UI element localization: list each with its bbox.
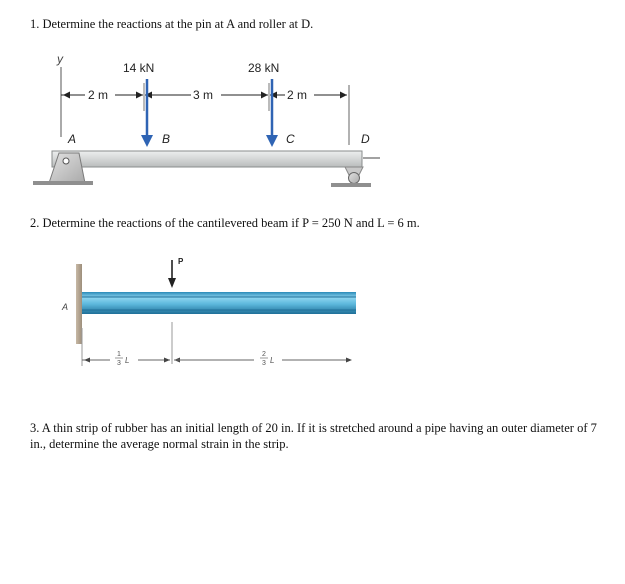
point-a-label: A	[68, 132, 77, 146]
dim-2m-left: 2 m	[88, 88, 109, 102]
cantilever-diagram	[50, 250, 380, 380]
support-a-label: A	[62, 302, 69, 312]
problem-2-text: 2. Determine the reactions of the cantilevered beam if P = 250 N and L = 6 m.	[30, 216, 420, 230]
beam	[52, 151, 362, 167]
dim-arrow	[346, 358, 352, 363]
dim-arrow	[84, 358, 90, 363]
load-p-arrow-icon	[168, 278, 176, 288]
load-arrow-c-head	[266, 135, 278, 147]
point-b-label: B	[162, 132, 171, 146]
dim-arrow	[261, 92, 268, 99]
load-p-label: P	[178, 257, 184, 266]
cantilever-beam	[82, 292, 356, 314]
dim-arrow	[136, 92, 143, 99]
y-axis-label: y	[57, 52, 63, 66]
point-d-label: D	[361, 132, 370, 146]
dim-3m: 3 m	[193, 88, 214, 102]
roller-icon	[349, 173, 360, 184]
point-c-label: C	[286, 132, 295, 146]
dim1-denominator: 3	[117, 360, 121, 367]
dim-2m-right: 2 m	[287, 88, 308, 102]
load-28kn-label: 28 kN	[248, 61, 280, 75]
problem-1-figure	[25, 45, 400, 195]
beam-diagram	[25, 45, 400, 195]
dim1-numerator: 1	[117, 351, 121, 358]
fixed-wall	[76, 264, 82, 344]
dim-arrow	[63, 92, 70, 99]
load-14kn-label: 14 kN	[123, 61, 155, 75]
dim2-denominator: 3	[262, 360, 266, 367]
dim2-length-symbol: L	[270, 356, 275, 365]
dim2-numerator: 2	[262, 351, 266, 358]
ground-d	[331, 183, 371, 187]
dim-arrow	[164, 358, 170, 363]
load-arrow-b-head	[141, 135, 153, 147]
dim-arrow	[340, 92, 347, 99]
problem-3-text: 3. A thin strip of rubber has an initial length of 20 in. If it is stretched around a pipe having an outer diameter of 7 in., determine the average normal strain in the strip.	[30, 421, 597, 451]
problem-1-text: 1. Determine the reactions at the pin at A and roller at D.	[30, 17, 314, 31]
ground-a	[33, 181, 93, 185]
problem-2-figure	[50, 250, 380, 380]
pin-icon	[63, 158, 69, 164]
dim1-length-symbol: L	[125, 356, 130, 365]
